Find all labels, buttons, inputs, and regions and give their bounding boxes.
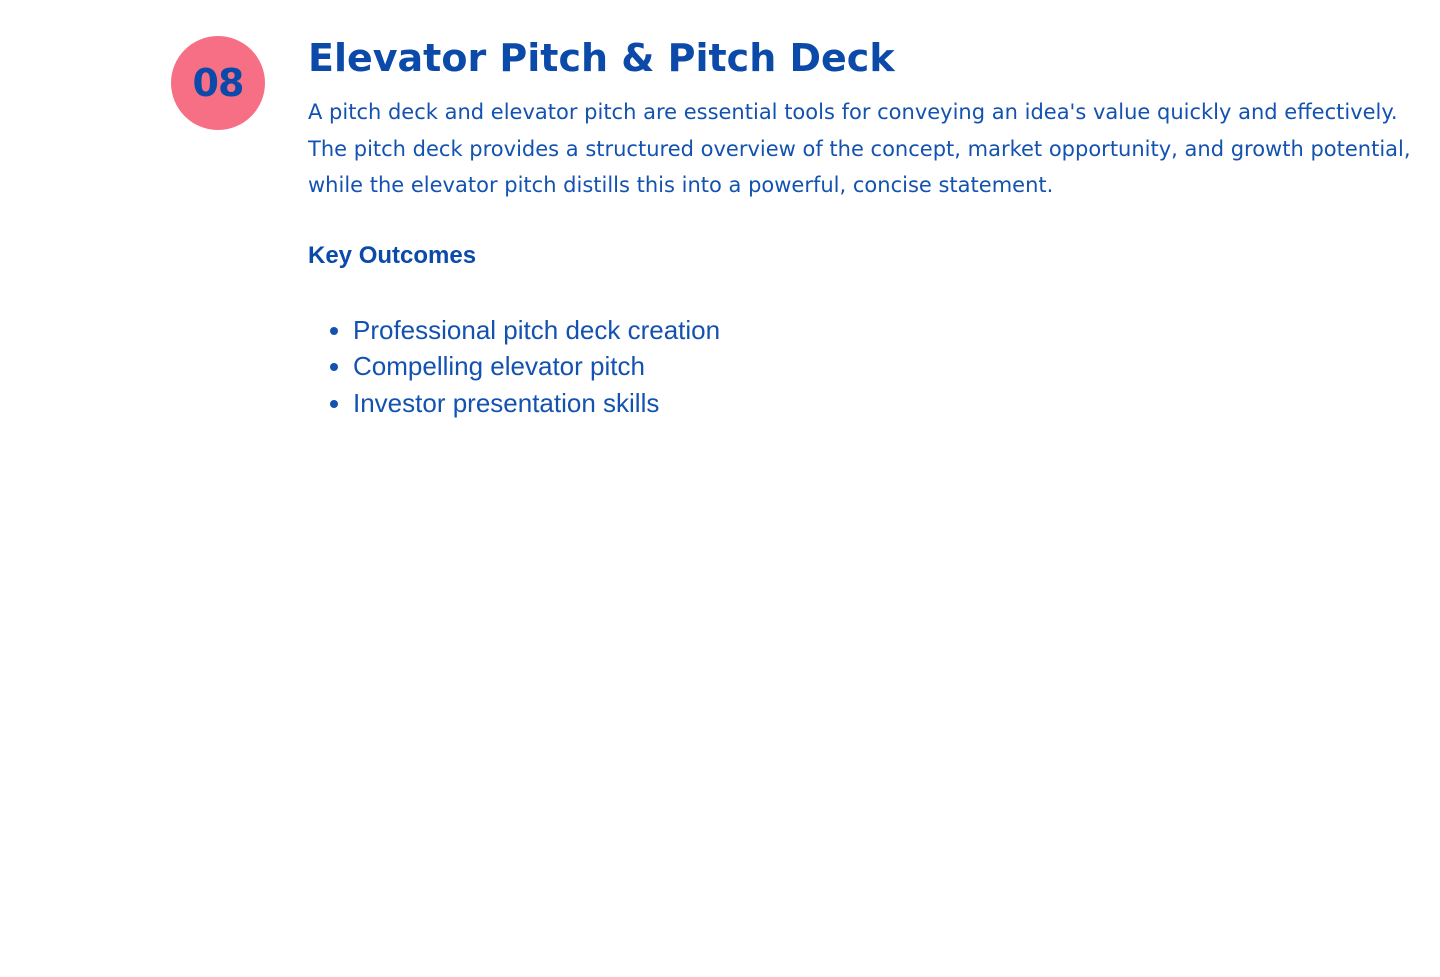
module-content: [308, 30, 1433, 421]
module-description: A pitch deck and elevator pitch are essential tools for conveying an idea's value quickly and effectively. The pitch deck provides a structured overview of the concept, market opportunity, and growth potential, while the elevator pitch distills this into a powerful, concise statement.: [308, 100, 1411, 197]
key-outcomes-list: [308, 312, 1433, 422]
module-number-badge: [171, 36, 265, 130]
module-number: 08: [192, 61, 244, 105]
outcome-item: • Compelling elevator pitch: [353, 348, 1433, 385]
key-outcomes-heading: Key Outcomes: [308, 241, 477, 269]
outcome-item: • Professional pitch deck creation: [353, 312, 1433, 349]
module-section: [171, 30, 1440, 590]
outcome-item: • Investor presentation skills: [353, 385, 1433, 422]
module-title: Elevator Pitch & Pitch Deck: [308, 36, 895, 80]
